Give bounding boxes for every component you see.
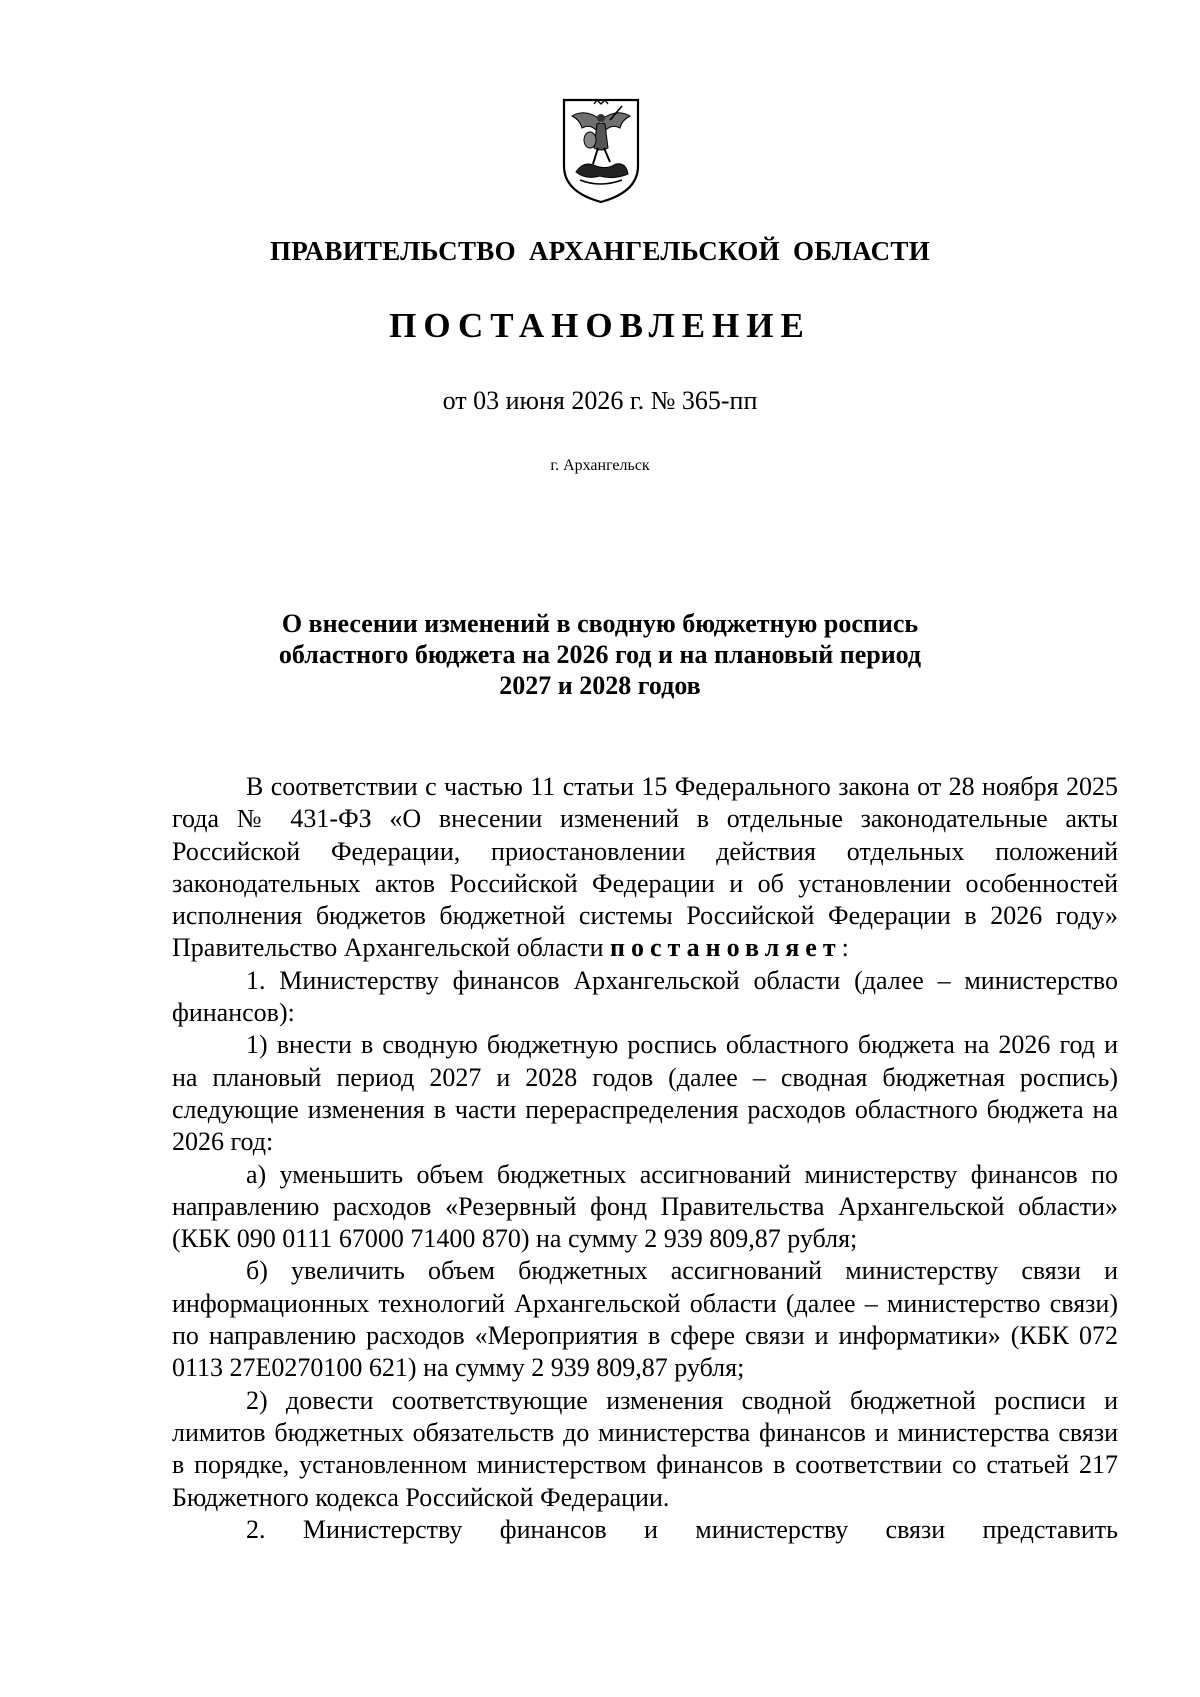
item-2-paragraph: 2. Министерству финансов и министерству связи представить [246, 1514, 1118, 1544]
document-body [172, 771, 1118, 1546]
item-1-1b-paragraph: б) увеличить объем бюджетных ассигнований министерству связи и информационных технологий Архангельской области (далее – министерство связи) по направлению расходов «Мероприятия в сфере связи и информатики» (КБК 072 0113 27Е0270100 621) на сумму 2 939 809,87 рубля; [172, 1256, 1118, 1383]
item-1-1-paragraph: 1) внести в сводную бюджетную роспись областного бюджета на 2026 год и на плановый период 2027 и 2028 годов (далее – сводная бюджетная роспись) следующие изменения в части перераспределения расходов областного бюджета на 2026 год: [172, 1030, 1118, 1157]
document-subject [0, 608, 1200, 701]
item-1-paragraph: 1. Министерству финансов Архангельской области (далее – министерство финансов): [172, 965, 1118, 1028]
decree-colon: : [841, 933, 849, 963]
item-1-2-paragraph: 2) довести соответствующие изменения сводной бюджетной росписи и лимитов бюджетных обязательств до министерства финансов и министерства связи в порядке, установленном министерством финансов в соответствии со статьей 217 Бюджетного кодекса Российской Федерации. [172, 1385, 1118, 1512]
coat-of-arms-icon [560, 96, 642, 206]
document-type-title: ПОСТАНОВЛЕНИЕ [389, 306, 811, 345]
preamble-paragraph [172, 771, 1118, 965]
subject-line-1: О внесении изменений в сводную бюджетную роспись [281, 609, 919, 638]
government-title: ПРАВИТЕЛЬСТВО АРХАНГЕЛЬСКОЙ ОБЛАСТИ [269, 236, 931, 266]
document-date-number: от 03 июня 2026 г. № 365-пп [442, 386, 758, 415]
decree-word: постановляет [610, 933, 842, 963]
document-city: г. Архангельск [550, 457, 650, 474]
subject-line-2: областного бюджета на 2026 год и на плановый период [278, 640, 922, 669]
item-1-1a-paragraph: а) уменьшить объем бюджетных ассигнований министерству финансов по направлению расходов «Резервный фонд Правительства Архангельской области» (КБК 090 0111 67000 71400 870) на сумму 2 939 809,87 рубля; [172, 1159, 1118, 1254]
subject-line-3: 2027 и 2028 годов [499, 671, 701, 700]
preamble-text: В соответствии с частью 11 статьи 15 Федерального закона от 28 ноября 2025 года № 431-ФЗ «О внесении изменений в отдельные законодательные акты Российской Федерации, приостановлении действия отдельных положений законодательных актов Российской Федерации и об установлении особенностей исполнения бюджетов бюджетной системы Российской Федерации в 2026 году» Правительство Архангельской области [172, 772, 1118, 963]
